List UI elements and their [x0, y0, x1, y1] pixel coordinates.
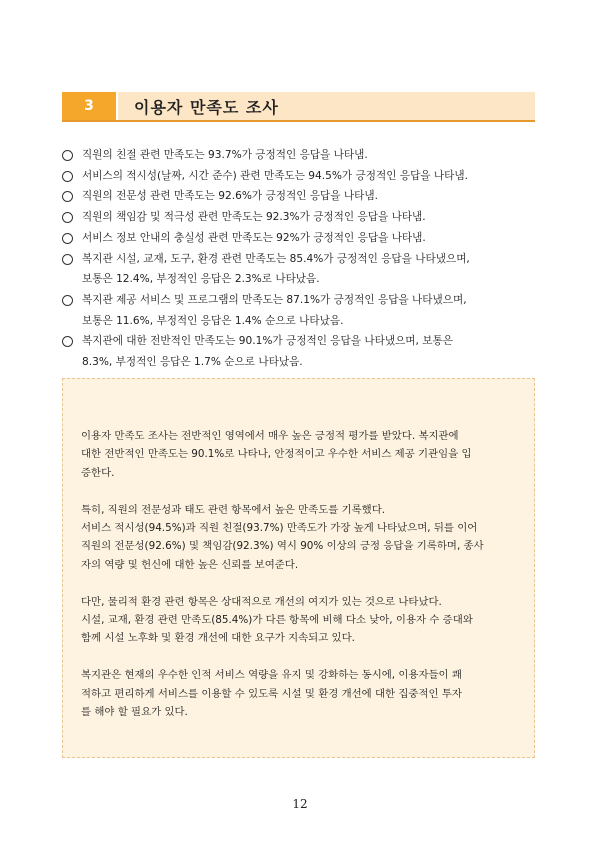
- summary-paragraph: [81, 593, 516, 648]
- summary-paragraph: [81, 666, 516, 721]
- summary-line: 증한다.: [81, 466, 115, 479]
- bullet-text-line: 복지관 제공 서비스 및 프로그램의 만족도는 87.1%가 긍정적인 응답을 나타냈으며,: [82, 293, 467, 306]
- bullet-text-line: 보통은 12.4%, 부정적인 응답은 2.3%로 나타났음.: [82, 273, 320, 286]
- bullet-item: [62, 331, 540, 372]
- bullet-text-line: 직원의 전문성 관련 만족도는 92.6%가 긍정적인 응답을 나타냄.: [82, 190, 378, 203]
- circle-bullet-icon: [62, 254, 73, 265]
- bullet-text-line: 서비스 정보 안내의 충실성 관련 만족도는 92%가 긍정적인 응답을 나타냄.: [82, 231, 426, 244]
- section-title: 이용자 만족도 조사: [134, 97, 279, 117]
- summary-line: 직원의 전문성(92.6%) 및 책임감(92.3%) 역시 90% 이상의 긍정 응답을 기록하며, 종사: [81, 540, 484, 553]
- summary-line: 서비스 적시성(94.5%)과 직원 친절(93.7%) 만족도가 가장 높게 나타났으며, 뒤를 이어: [81, 522, 478, 535]
- summary-line: 를 해야 할 필요가 있다.: [81, 706, 188, 719]
- bullet-item: [62, 290, 540, 331]
- bullet-item: [62, 207, 540, 228]
- circle-bullet-icon: [62, 295, 73, 306]
- bullet-text-line: 복지관 시설, 교재, 도구, 환경 관련 만족도는 85.4%가 긍정적인 응답을 나타냈으며,: [82, 252, 470, 265]
- summary-line: 시설, 교재, 환경 관련 만족도(85.4%)가 다른 항목에 비해 다소 낮아, 이용자 수 증대와: [81, 614, 473, 627]
- bullet-text-line: 직원의 친절 관련 만족도는 93.7%가 긍정적인 응답을 나타냄.: [82, 149, 368, 161]
- summary-line: 자의 역량 및 헌신에 대한 높은 신뢰를 보여준다.: [81, 558, 299, 571]
- section-number: 3: [62, 92, 116, 120]
- bullet-item: [62, 249, 540, 290]
- bullet-list: [62, 145, 540, 373]
- page-number: 12: [292, 797, 308, 811]
- circle-bullet-icon: [62, 336, 73, 347]
- bullet-item: [62, 166, 540, 187]
- summary-box: [62, 378, 535, 758]
- summary-line: 함께 시설 노후화 및 환경 개선에 대한 요구가 지속되고 있다.: [81, 632, 355, 645]
- circle-bullet-icon: [62, 171, 73, 182]
- bullet-item: [62, 145, 540, 166]
- bullet-item: [62, 228, 540, 249]
- section-header: [62, 92, 535, 122]
- bullet-text-line: 8.3%, 부정적인 응답은 1.7% 순으로 나타났음.: [82, 356, 303, 369]
- summary-line: 다만, 물리적 환경 관련 항목은 상대적으로 개선의 여지가 있는 것으로 나타났다.: [81, 595, 442, 608]
- circle-bullet-icon: [62, 212, 73, 223]
- summary-line: 이용자 만족도 조사는 전반적인 영역에서 매우 높은 긍정적 평가를 받았다. 복지관에: [81, 430, 459, 442]
- summary-line: 대한 전반적인 만족도는 90.1%로 나타나, 안정적이고 우수한 서비스 제공 기관임을 입: [81, 448, 472, 461]
- bullet-text-line: 직원의 책임감 및 적극성 관련 만족도는 92.3%가 긍정적인 응답을 나타냄.: [82, 211, 426, 224]
- summary-line: 특히, 직원의 전문성과 태도 관련 항목에서 높은 만족도를 기록했다.: [81, 503, 386, 516]
- circle-bullet-icon: [62, 150, 73, 161]
- summary-line: 복지관은 현재의 우수한 인적 서비스 역량을 유지 및 강화하는 동시에, 이용자들이 쾌: [81, 669, 462, 682]
- circle-bullet-icon: [62, 233, 73, 244]
- summary-paragraph: [81, 501, 516, 575]
- summary-paragraph: [81, 427, 516, 482]
- bullet-item: [62, 186, 540, 207]
- bullet-text-line: 서비스의 적시성(날짜, 시간 준수) 관련 만족도는 94.5%가 긍정적인 응답을 나타냄.: [82, 169, 468, 182]
- bullet-text-line: 보통은 11.6%, 부정적인 응답은 1.4% 순으로 나타났음.: [82, 314, 344, 327]
- summary-line: 적하고 편리하게 서비스를 이용할 수 있도록 시설 및 환경 개선에 대한 집중적인 투자: [81, 687, 462, 700]
- circle-bullet-icon: [62, 191, 73, 202]
- bullet-text-line: 복지관에 대한 전반적인 만족도는 90.1%가 긍정적인 응답을 나타냈으며, 보통은: [82, 335, 453, 348]
